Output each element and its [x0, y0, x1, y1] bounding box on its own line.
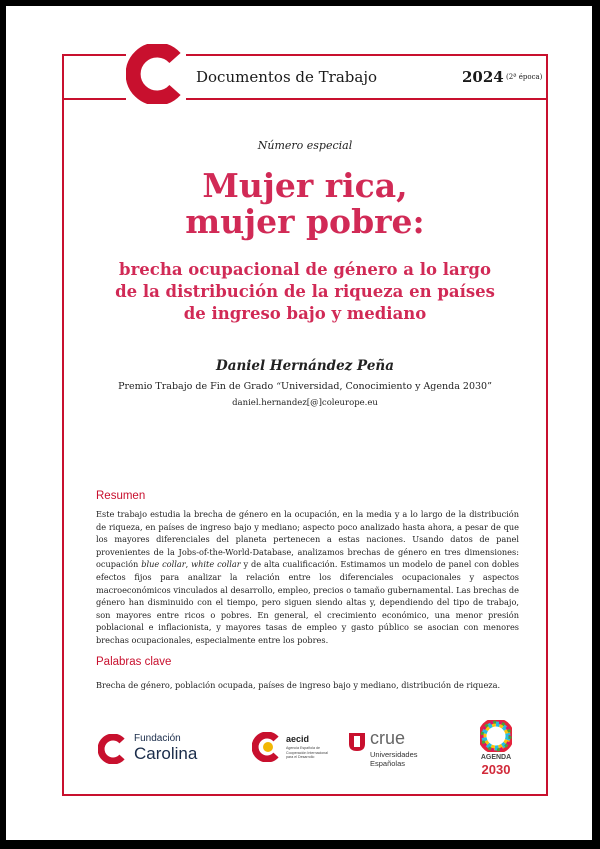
special-issue-label: Número especial	[257, 139, 353, 152]
abstract-heading: Resumen	[96, 490, 146, 502]
crue-logo	[348, 728, 448, 772]
sponsor-logos	[6, 706, 592, 786]
document-title	[6, 168, 592, 240]
abstract-text	[96, 508, 519, 647]
subtitle-line: de ingreso bajo y mediano	[183, 304, 427, 323]
abstract-separator: ,	[185, 559, 192, 570]
sdg-wheel-icon	[480, 720, 512, 752]
document-subtitle	[6, 259, 592, 325]
agenda-line2: 2030	[481, 762, 511, 777]
title-line: mujer pobre:	[185, 202, 425, 241]
edition-label: (2ª época)	[506, 73, 543, 81]
fc-line2: Carolina	[134, 744, 198, 763]
agenda-line1: AGENDA	[480, 754, 512, 761]
keywords-heading: Palabras clave	[96, 656, 172, 668]
crue-mark-icon	[348, 732, 366, 752]
aecid-name: aecid	[286, 734, 310, 744]
abstract-part: Este trabajo estudia la brecha de género en la ocupación, en la media y a lo largo de la distribución de riqueza, en países de ingreso bajo y mediano; aspecto poco analizado hasta ahora, a pesar de que los mayores diferenciales del planeta pertenecen a estas naciones. Usando datos de panel provenientes de la Jobs-of-the-World-Database, analizamos brechas de género en tres dimensiones: ocupación	[96, 509, 519, 570]
subtitle-line: de la distribución de la riqueza en países	[115, 282, 495, 301]
aecid-mark-icon	[252, 732, 282, 762]
fundacion-carolina-c-icon	[98, 734, 128, 764]
author-email: daniel.hernandez[@]coleurope.eu	[232, 398, 378, 408]
abstract-term: blue collar	[141, 559, 186, 570]
fc-line1: Fundación	[134, 733, 181, 744]
crue-subtitle-2: Españolas	[370, 759, 406, 768]
publication-year: 2024	[462, 68, 504, 86]
abstract-part: y de alta cualificación. Estimamos un modelo de panel con dobles efectos fijos para analizar la relación entre los diferenciales ocupacionales y aspectos macroeconómicos vinculados al desarrollo, empleo, precios o tamaño gubernamental. Las brechas de género han disminuido con el tiempo, pero siguen siendo altas y, dependiendo del tipo de trabajo, son mayores entre ricos o pobres. En general, el crecimiento económico, una menor presión poblacional e inflacionista, y mayores tasas de empleo y gasto público se asocian con menores brechas ocupacionales, especialmente entre los pobres.	[96, 559, 520, 645]
title-line: Mujer rica,	[202, 166, 408, 205]
agenda-2030-logo	[472, 720, 520, 784]
abstract-term: white collar	[191, 559, 241, 570]
series-label: Documentos de Trabajo	[196, 68, 377, 86]
subtitle-line: brecha ocupacional de género a lo largo	[119, 260, 491, 279]
author-name: Daniel Hernández Peña	[216, 358, 394, 374]
crue-name: crue	[370, 728, 406, 748]
aecid-logo	[252, 730, 342, 770]
fundacion-carolina-logo	[98, 730, 218, 770]
document-page	[6, 6, 592, 840]
award-label: Premio Trabajo de Fin de Grado “Universidad, Conocimiento y Agenda 2030”	[118, 381, 492, 392]
crue-subtitle-1: Universidades	[370, 750, 418, 759]
keywords-text: Brecha de género, población ocupada, países de ingreso bajo y mediano, distribución de riqueza.	[96, 680, 501, 690]
aecid-subtitle: Agencia Española de Cooperación Internacional para el Desarrollo	[286, 746, 328, 759]
carolina-c-logo-icon	[126, 44, 186, 104]
